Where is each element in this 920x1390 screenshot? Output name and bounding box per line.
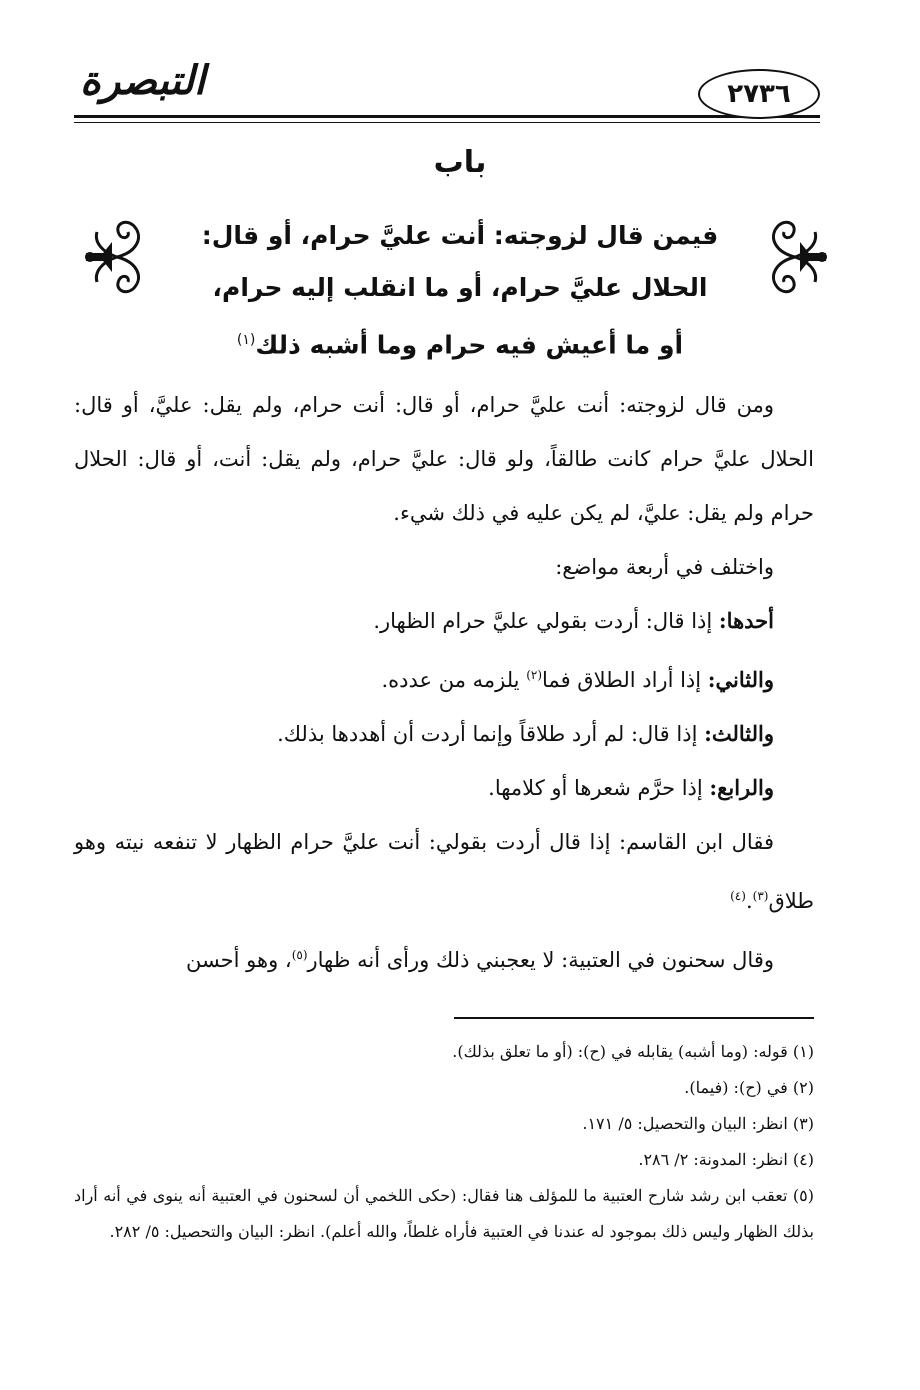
section-heading — [150, 210, 770, 371]
footnote-ref: (١) — [236, 332, 256, 348]
book-title: التبصرة — [80, 57, 206, 104]
footnote-separator — [454, 1017, 814, 1019]
footnote: (٤) انظر: المدونة: ٢/ ٢٨٦. — [638, 1150, 814, 1169]
header-rule — [74, 115, 820, 123]
footnote: (٥) تعقب ابن رشد شارح العتبية ما للمؤلف هنا فقال: (حكى اللخمي أن لسحنون في العتبية أنه ينوى في أنه أراد بذلك الظهار وليس ذلك بموجود له عندنا في العتبية فأراه غلطاً، والله أعلم). انظر: البيان والتحصيل: ٥/ ٢٨٢. — [74, 1186, 814, 1241]
paragraph-text: إذا أراد الطلاق فما — [542, 668, 708, 692]
footnote: (١) قوله: (وما أشبه) يقابله في (ح): (أو ما تعلق بذلك). — [452, 1042, 814, 1061]
paragraph — [74, 928, 814, 987]
footnote-ref: (٣) — [752, 889, 769, 903]
footnote-ref: (٤) — [730, 889, 746, 903]
page-header — [74, 55, 820, 125]
heading-line — [150, 314, 770, 371]
page-number: ٢٧٣٦ — [698, 69, 820, 119]
chapter-title: باب — [433, 145, 487, 180]
body-text — [74, 378, 814, 987]
footnote-ref: (٥) — [291, 948, 308, 962]
footnote-ref: (٢) — [526, 668, 543, 682]
enumeration-label: والثالث: — [704, 721, 774, 746]
paragraph — [74, 761, 814, 815]
paragraph: واختلف في أربعة مواضع: — [555, 555, 774, 579]
paragraph-text: . — [745, 889, 753, 913]
paragraph-text: فقال ابن القاسم: إذا قال أردت بقولي: أنت عليَّ حرام الظهار لا تنفعه نيته وهو طلاق — [74, 830, 814, 913]
paragraph — [74, 815, 814, 928]
paragraph: ومن قال لزوجته: أنت عليَّ حرام، أو قال: أنت حرام، ولم يقل: عليَّ، أو قال: الحلال عليَّ حرام كانت طالقاً، ولو قال: عليَّ حرام، ولم يقل: أنت، أو قال: الحلال حرام ولم يقل: عليَّ، لم يكن عليه في ذلك شيء. — [74, 393, 814, 525]
paragraph — [74, 594, 814, 648]
paragraph-text: يلزمه من عدده. — [381, 668, 527, 692]
footnote: (٢) في (ح): (فيما). — [684, 1078, 814, 1097]
paragraph-text: ، وهو أحسن — [185, 948, 292, 972]
floral-ornament-icon — [82, 212, 152, 302]
heading-line: الحلال عليَّ حرام، أو ما انقلب إليه حرام، — [212, 273, 708, 302]
enumeration-label: والرابع: — [709, 775, 774, 800]
enumeration-label: أحدها: — [718, 608, 774, 633]
heading-line-text: أو ما أعيش فيه حرام وما أشبه ذلك — [255, 330, 684, 360]
paragraph-text: وقال سحنون في العتبية: لا يعجبني ذلك ورأى أنه ظهار — [307, 948, 774, 972]
enumeration-label: والثاني: — [707, 667, 774, 692]
floral-ornament-icon — [760, 212, 830, 302]
paragraph-text: إذا قال: لم أرد طلاقاً وإنما أردت أن أهددها بذلك. — [277, 722, 705, 746]
footnotes — [74, 1034, 814, 1250]
heading-line: فيمن قال لزوجته: أنت عليَّ حرام، أو قال: — [201, 221, 719, 250]
footnote: (٣) انظر: البيان والتحصيل: ٥/ ١٧١. — [582, 1114, 814, 1133]
paragraph — [74, 707, 814, 761]
paragraph-text: إذا حرَّم شعرها أو كلامها. — [488, 776, 710, 800]
paragraph — [74, 648, 814, 707]
paragraph-text: إذا قال: أردت بقولي عليَّ حرام الظهار. — [373, 609, 719, 633]
